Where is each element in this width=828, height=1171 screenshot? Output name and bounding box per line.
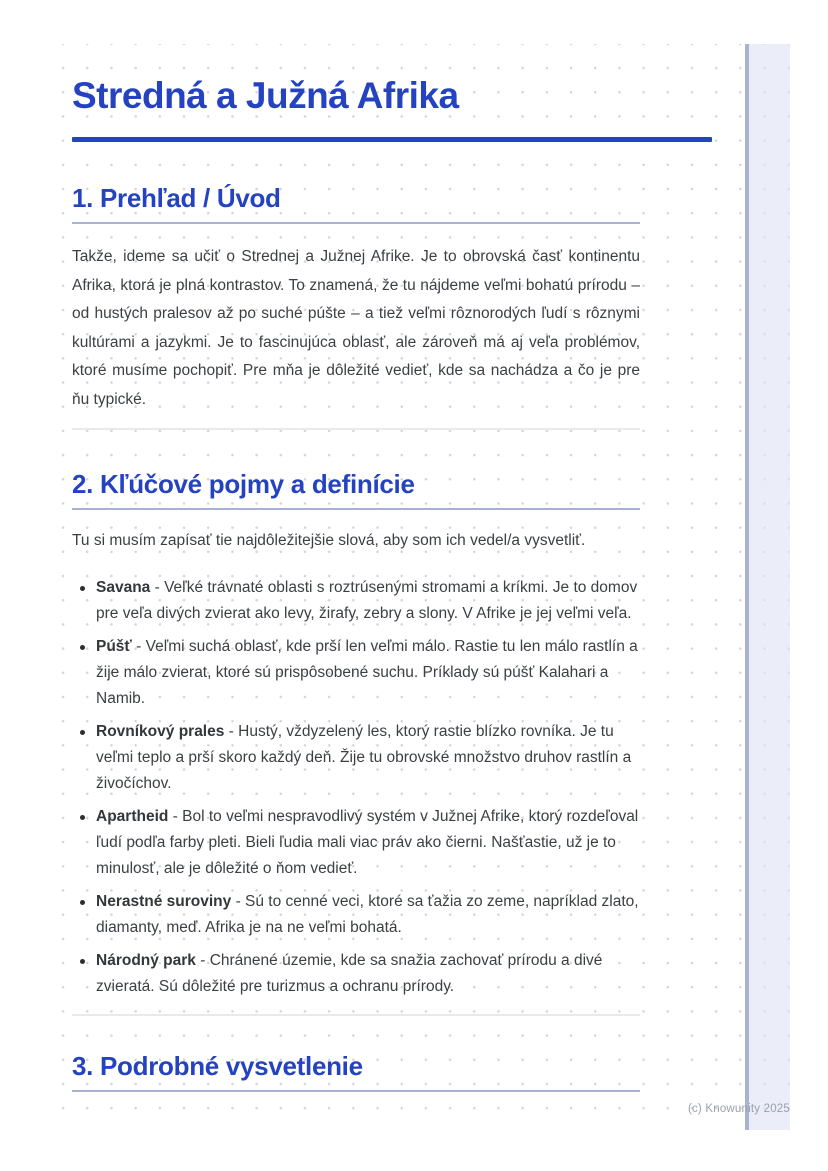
section-1-paragraph: Takže, ideme sa učiť o Strednej a Južnej Afrike. Je to obrovská časť kontinentu Afrika, ktorá je plná kontrastov. To znamená, že tu nájdeme veľmi bohatú prírodu – od hustých pralesov až po suché púšte – a tiež veľmi rôznorodých ľudí s rôznymi kultúrami a jazykmi. Je to fascinujúca oblasť, ale zároveň má aj veľa problémov, ktoré musíme pochopiť. Pre mňa je dôležité vedieť, kde sa nachádza a čo je pre ňu typické. [72,248,640,408]
divider-2 [72,1014,640,1016]
term-definition: - Veľké trávnaté oblasti s roztrúsenými stromami a kríkmi. Je to domov pre veľa divých zvierat ako levy, žirafy, zebry a slony. V Afrike je jej veľmi veľa. [96,579,638,622]
section-1-underline [72,222,640,224]
term-definition: - Sú to cenné veci, ktoré sa ťažia zo zeme, napríklad zlato, diamanty, meď. Afrika je na ne veľmi bohatá. [96,893,639,936]
key-terms-list [72,575,640,1000]
notes-page [42,44,790,1130]
term-definition: - Chránené územie, kde sa snažia zachovať prírodu a divé zvieratá. Sú dôležité pre turizmus a ochranu prírody. [96,952,603,995]
page-title: Stredná a Južná Afrika [72,75,459,116]
term-name: Nerastné suroviny [96,893,232,910]
divider-1 [72,428,640,430]
term-item-apartheid [72,804,640,882]
term-name: Púšť [96,638,132,655]
term-definition: - Veľmi suchá oblasť, kde prší len veľmi málo. Rastie tu len málo rastlín a žije málo zvierat, ktoré sú prispôsobené suchu. Príklady sú púšť Kalahari a Namib. [96,638,638,707]
page-content [42,44,790,1130]
term-item-savana [72,575,640,627]
section-3-underline [72,1090,640,1092]
term-item-narodny-park [72,948,640,1000]
section-2-underline [72,508,640,510]
section-1-heading: 1. Prehľad / Úvod [72,183,281,213]
term-item-nerastne-suroviny [72,889,640,941]
term-definition: - Hustý, vždyzelený les, ktorý rastie blízko rovníka. Je tu veľmi teplo a prší skoro každý deň. Žije tu obrovské množstvo druhov rastlín a živočíchov. [96,723,632,792]
term-item-pust [72,634,640,712]
section-2-heading: 2. Kľúčové pojmy a definície [72,469,415,499]
section-3-heading: 3. Podrobné vysvetlenie [72,1051,363,1081]
term-name: Rovníkový prales [96,723,225,740]
term-item-rovnikovy-prales [72,719,640,797]
term-name: Národný park [96,952,196,969]
watermark: (c) Knowunity 2025 [687,1103,790,1115]
section-2-intro: Tu si musím zapísať tie najdôležitejšie slová, aby som ich vedel/a vysvetliť. [72,532,586,549]
term-definition: - Bol to veľmi nespravodlivý systém v Južnej Afrike, ktorý rozdeľoval ľudí podľa farby pleti. Bieli ľudia mali viac práv ako čierni. Našťastie, už je to minulosť, ale je dôležité o ňom vedieť. [96,808,639,877]
title-rule [72,137,712,142]
term-name: Apartheid [96,808,169,825]
term-name: Savana [96,579,151,596]
